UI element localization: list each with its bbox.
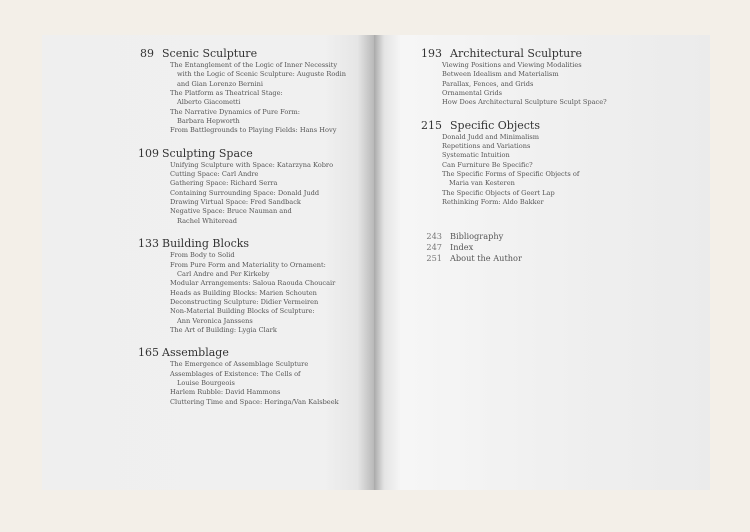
toc-chapter — [140, 47, 376, 136]
section-title: From Battlegrounds to Playing Fields: Hans Hovy — [170, 126, 337, 135]
chapter-heading — [418, 119, 658, 132]
chapter-heading — [418, 47, 658, 60]
back-matter-list — [418, 231, 658, 263]
chapter-title: Sculpting Space — [162, 146, 253, 160]
section-title: Rachel Whiteread — [177, 216, 237, 225]
back-matter-title: Index — [450, 242, 474, 253]
section-title: Ann Veronica Janssens — [177, 316, 253, 325]
chapter-title: Architectural Sculpture — [450, 47, 583, 60]
right-toc-column — [418, 47, 658, 264]
section-title: Louise Bourgeois — [177, 378, 235, 387]
section-title: Assemblages of Existence: The Cells of — [170, 369, 301, 378]
section-title: Viewing Positions and Viewing Modalities — [442, 61, 582, 69]
section-title: Harlem Rubble: David Hammons — [170, 388, 281, 397]
section-title: Between Idealism and Materialism — [442, 70, 559, 79]
chapter-page-number: 193 — [421, 47, 442, 60]
section-title: Alberto Giacometti — [177, 98, 241, 107]
back-matter-title: About the Author — [450, 253, 522, 264]
chapter-page-number: 109 — [138, 146, 159, 160]
chapter-heading — [140, 47, 376, 60]
section-title: Non-Material Building Blocks of Sculpture: — [170, 307, 315, 316]
chapter-page-number: 89 — [140, 47, 154, 60]
section-title: Drawing Virtual Space: Fred Sandback — [170, 198, 301, 207]
section-title: Carl Andre and Per Kirkeby — [177, 269, 270, 278]
section-title: Barbara Hepworth — [177, 117, 240, 126]
section-title: Can Furniture Be Specific? — [442, 160, 533, 169]
section-title: The Specific Forms of Specific Objects of — [442, 170, 580, 179]
section-list — [170, 251, 376, 335]
toc-chapter — [138, 346, 376, 407]
chapter-title: Specific Objects — [450, 118, 540, 132]
section-title: Cluttering Time and Space: Heringa/Van Kalsbeek — [170, 397, 339, 406]
section-title: Containing Surrounding Space: Donald Judd — [170, 188, 320, 197]
section-title: From Body to Solid — [170, 251, 235, 260]
section-list — [442, 133, 658, 208]
section-title: Parallax, Fences, and Grids — [442, 79, 534, 88]
section-title: with the Logic of Scenic Sculpture: Auguste Rodin — [177, 70, 346, 79]
section-list — [170, 360, 376, 407]
section-list — [442, 61, 658, 108]
back-matter-item — [418, 231, 658, 242]
back-matter-title: Bibliography — [450, 231, 504, 242]
chapter-heading — [138, 346, 376, 360]
section-title: Heads as Building Blocks: Marien Schouten — [170, 288, 317, 297]
section-title: Maria van Kesteren — [449, 179, 515, 188]
section-title: Modular Arrangements: Saloua Raouda Choucair — [170, 279, 336, 288]
chapter-title: Assemblage — [162, 346, 229, 360]
section-title: Gathering Space: Richard Serra — [170, 179, 278, 188]
section-title: Cutting Space: Carl Andre — [170, 170, 259, 179]
chapter-heading — [138, 237, 376, 251]
toc-chapter — [138, 237, 376, 335]
section-title: Systematic Intuition — [442, 151, 510, 160]
section-list — [170, 61, 376, 136]
section-title: Unifying Sculpture with Space: Katarzyna Kobro — [170, 160, 334, 169]
section-title: The Entanglement of the Logic of Inner Necessity — [170, 61, 338, 69]
back-matter-page-number: 243 — [426, 231, 442, 242]
toc-chapter — [418, 119, 658, 208]
section-title: The Platform as Theatrical Stage: — [170, 89, 283, 98]
section-title: Donald Judd and Minimalism — [442, 132, 540, 141]
section-title: The Specific Objects of Geert Lap — [442, 188, 555, 197]
chapter-page-number: 215 — [421, 118, 442, 132]
back-matter-item — [418, 242, 658, 253]
section-title: The Art of Building: Lygia Clark — [170, 325, 277, 334]
chapter-page-number: 133 — [138, 237, 159, 251]
toc-chapter — [138, 146, 376, 226]
back-matter-item — [418, 253, 658, 264]
section-title: Deconstructing Sculpture: Didier Vermeiren — [170, 297, 319, 306]
back-matter-page-number: 247 — [426, 242, 442, 253]
section-title: Ornamental Grids — [442, 89, 503, 98]
section-list — [170, 161, 376, 226]
section-title: Negative Space: Bruce Nauman and — [170, 207, 292, 216]
section-title: and Gian Lorenzo Bernini — [177, 79, 263, 88]
chapter-page-number: 165 — [138, 346, 159, 360]
section-title: The Narrative Dynamics of Pure Form: — [170, 107, 300, 116]
toc-chapter — [418, 47, 658, 108]
back-matter-page-number: 251 — [426, 253, 442, 264]
section-title: From Pure Form and Materiality to Ornament: — [170, 260, 326, 269]
chapter-title: Scenic Sculpture — [162, 47, 258, 60]
section-title: The Emergence of Assemblage Sculpture — [170, 360, 309, 369]
section-title: How Does Architectural Sculpture Sculpt Space? — [442, 98, 607, 107]
chapter-title: Building Blocks — [162, 237, 250, 251]
section-title: Repetitions and Variations — [442, 142, 531, 151]
left-toc-column — [138, 47, 376, 418]
chapter-heading — [138, 146, 376, 160]
section-title: Rethinking Form: Aldo Bakker — [442, 198, 544, 207]
